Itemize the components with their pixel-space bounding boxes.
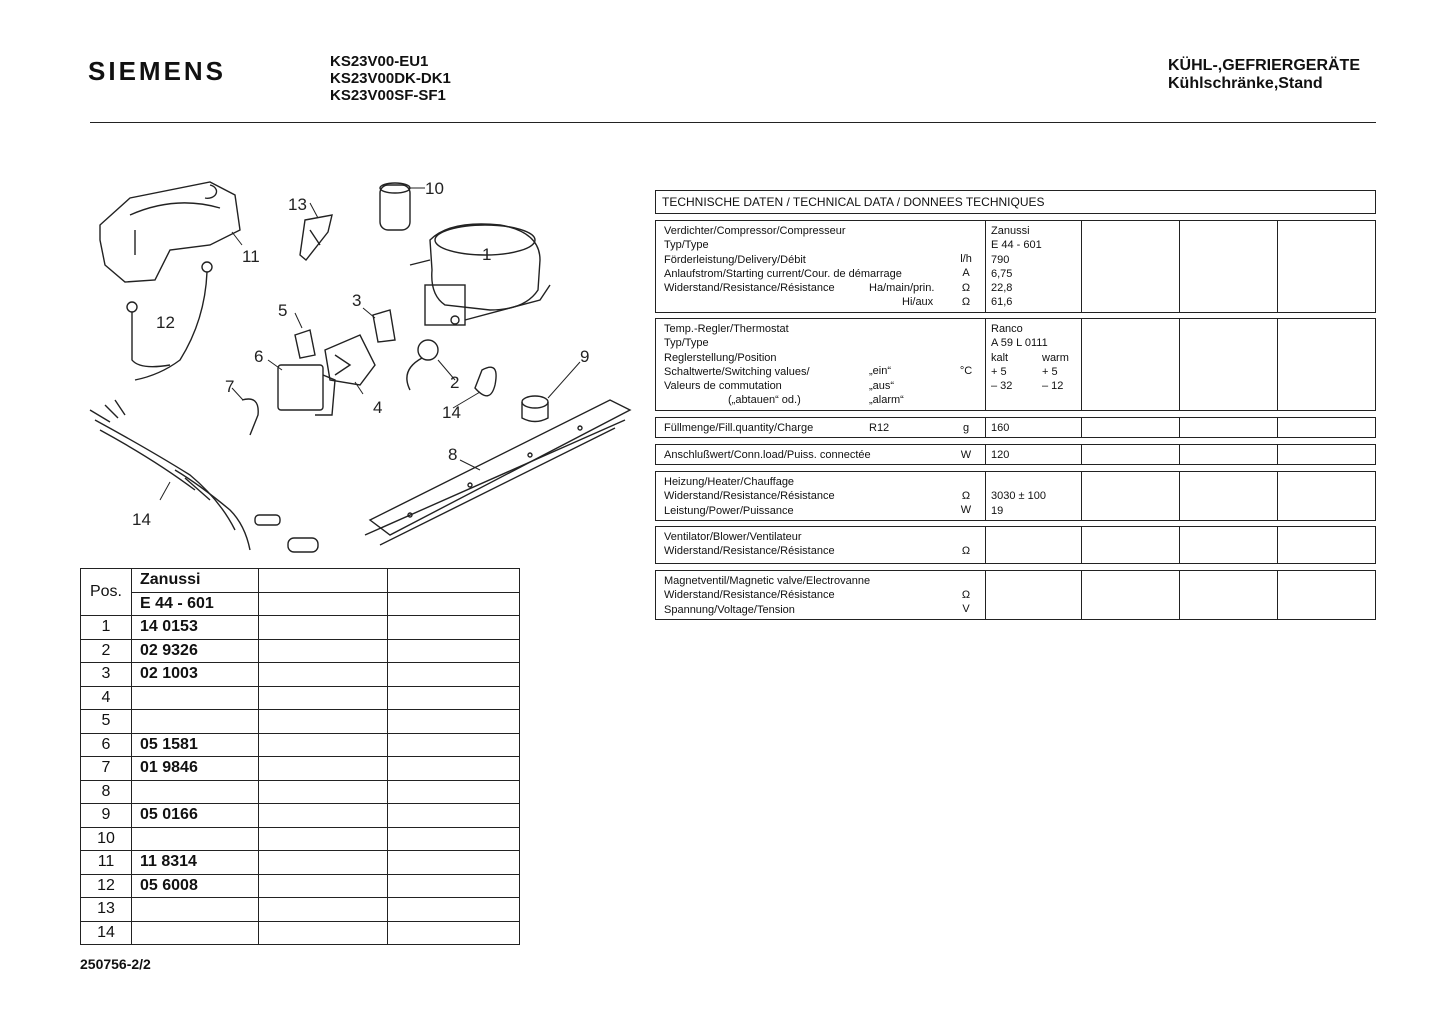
empty-cell (259, 686, 388, 710)
sub-label: „ein“ (869, 365, 892, 377)
parts-table (80, 568, 520, 945)
callout-14a: 14 (442, 403, 461, 422)
clip-drawing (300, 215, 332, 260)
callout-14b: 14 (132, 510, 151, 529)
table-row (81, 780, 520, 804)
table-row (81, 592, 520, 616)
part-number-cell: 01 9846 (132, 757, 259, 781)
label: Magnetventil/Magnetic valve/Electrovanne (664, 575, 871, 587)
empty-cell (388, 639, 520, 663)
part-number-cell: 05 6008 (132, 874, 259, 898)
label: Heizung/Heater/Chauffage (664, 476, 795, 488)
cable-clip-drawing (242, 399, 258, 435)
value: 19 (991, 504, 1004, 517)
label: Reglerstellung/Position (664, 351, 777, 364)
label: Anschlußwert/Conn.load/Puiss. connectée (664, 449, 871, 461)
unit: Ω (961, 589, 971, 601)
value: 22,8 (991, 282, 1013, 295)
part-number-cell (132, 921, 259, 945)
pos-cell: 12 (81, 874, 132, 898)
part-number-cell (132, 780, 259, 804)
brand-logo: SIEMENS (88, 56, 227, 86)
empty-cell (259, 874, 388, 898)
callout-11: 11 (242, 247, 260, 266)
value: E 44 - 601 (991, 239, 1042, 252)
part-number-cell (132, 827, 259, 851)
overload-drawing (278, 365, 335, 415)
pos-cell: 8 (81, 780, 132, 804)
empty-cell (259, 639, 388, 663)
table-row (81, 733, 520, 757)
table-row (81, 569, 520, 593)
pos-cell: 3 (81, 663, 132, 687)
sub-label: Ha/main/prin. (869, 282, 935, 294)
callout-9: 9 (580, 347, 590, 366)
empty-cell (259, 851, 388, 875)
label: Widerstand/Resistance/Résistance (664, 589, 835, 602)
label: Füllmenge/Fill.quantity/Charge (664, 422, 814, 434)
cable-harness-drawing (90, 400, 318, 552)
model-3: KS23V00SF-SF1 (330, 87, 446, 104)
empty-cell (388, 898, 520, 922)
table-row (81, 921, 520, 945)
conn-load-group (655, 444, 1376, 465)
sub-label: „aus“ (869, 380, 895, 392)
starter-drawing (325, 335, 375, 385)
pos-cell: 5 (81, 710, 132, 734)
callout-4: 4 (373, 398, 383, 417)
unit: Ω (961, 296, 971, 308)
empty-cell (388, 710, 520, 734)
model-2: KS23V00DK-DK1 (330, 70, 451, 87)
header-rule (90, 122, 1376, 123)
blower-group (655, 526, 1376, 564)
callout-8: 8 (448, 445, 458, 464)
model-1: KS23V00-EU1 (330, 53, 429, 70)
value: – 12 (1042, 380, 1064, 393)
zanussi-header: Zanussi (132, 569, 259, 593)
empty-cell (259, 710, 388, 734)
empty-cell (388, 686, 520, 710)
part-number-cell (132, 686, 259, 710)
table-row (81, 639, 520, 663)
label: Leistung/Power/Puissance (664, 504, 794, 517)
part-number-cell (132, 898, 259, 922)
label: Widerstand/Resistance/Résistance (664, 282, 835, 295)
table-row (81, 757, 520, 781)
pos-cell: 2 (81, 639, 132, 663)
empty-cell (388, 827, 520, 851)
unit: l/h (960, 253, 972, 265)
capacitor-drawing (380, 183, 410, 230)
callout-5: 5 (278, 301, 288, 320)
pos-cell: 6 (81, 733, 132, 757)
unit: V (962, 603, 970, 615)
value: Zanussi (991, 225, 1030, 237)
empty-cell (388, 851, 520, 875)
part-number-cell: 02 9326 (132, 639, 259, 663)
table-row (81, 827, 520, 851)
value: A 59 L 0111 (991, 337, 1048, 350)
table-row (81, 804, 520, 828)
category-heading (1168, 57, 1360, 93)
table-row (81, 898, 520, 922)
value: 120 (986, 445, 1082, 464)
part-number-cell: 05 0166 (132, 804, 259, 828)
unit: A (962, 267, 970, 279)
relay-drawing (373, 310, 395, 342)
label: Förderleistung/Delivery/Débit (664, 253, 806, 266)
unit: W (960, 504, 972, 516)
table-row (81, 663, 520, 687)
model-list (330, 53, 451, 104)
value: – 32 (991, 380, 1013, 393)
category-subtitle: Kühlschränke,Stand (1168, 75, 1323, 92)
pos-cell: 4 (81, 686, 132, 710)
unit: W (960, 449, 972, 461)
charge-group (655, 417, 1376, 438)
part-number-cell: 14 0153 (132, 616, 259, 640)
label: Valeurs de commutation (664, 380, 782, 393)
value: 61,6 (991, 296, 1013, 309)
value: 3030 ± 100 (991, 490, 1046, 503)
unit: °C (959, 365, 973, 377)
callout-6: 6 (254, 347, 264, 366)
table-row (81, 616, 520, 640)
value: 790 (991, 253, 1010, 266)
empty-cell (259, 827, 388, 851)
label: Widerstand/Resistance/Résistance (664, 545, 835, 558)
empty-cell (259, 757, 388, 781)
category-title: KÜHL-,GEFRIERGERÄTE (1168, 57, 1360, 74)
empty-cell (388, 804, 520, 828)
label: („abtauen“ od.) (728, 394, 801, 407)
compressor-group (655, 220, 1376, 313)
callout-1: 1 (482, 245, 492, 264)
part-number-cell: 02 1003 (132, 663, 259, 687)
empty-cell (388, 616, 520, 640)
empty-cell (259, 663, 388, 687)
pos-cell: 11 (81, 851, 132, 875)
pos-cell: 10 (81, 827, 132, 851)
empty-cell (388, 921, 520, 945)
pos-header: Pos. (81, 569, 132, 616)
unit: Ω (961, 545, 971, 557)
compressor-drawing (410, 224, 550, 325)
table-row (81, 874, 520, 898)
label: Ventilator/Blower/Ventilateur (664, 531, 802, 543)
callout-3: 3 (352, 291, 362, 310)
empty-cell (259, 780, 388, 804)
value: + 5 (991, 365, 1007, 378)
heater-group (655, 471, 1376, 521)
empty-cell (388, 780, 520, 804)
sub-label: R12 (869, 422, 890, 434)
value: warm (1042, 351, 1069, 364)
sub-label: „alarm“ (869, 394, 904, 406)
drip-tray-drawing (100, 182, 240, 282)
label: Spannung/Voltage/Tension (664, 603, 795, 616)
pos-cell: 1 (81, 616, 132, 640)
value: 6,75 (991, 267, 1013, 280)
empty-cell (259, 898, 388, 922)
pos-cell: 14 (81, 921, 132, 945)
value: + 5 (1042, 365, 1058, 378)
tech-data-title: TECHNISCHE DATEN / TECHNICAL DATA / DONNEES TECHNIQUES (655, 190, 1376, 214)
grommet-drawing (407, 340, 438, 390)
table-row (81, 710, 520, 734)
empty-cell (388, 757, 520, 781)
thermostat-group (655, 318, 1376, 411)
label: Widerstand/Resistance/Résistance (664, 490, 835, 503)
empty-cell (388, 874, 520, 898)
value: kalt (991, 351, 1009, 364)
label: Anlaufstrom/Starting current/Cour. de démarrage (664, 267, 902, 280)
empty-cell (259, 616, 388, 640)
insulation-drawing (475, 367, 496, 396)
callout-12: 12 (156, 313, 175, 332)
part-number-cell (132, 710, 259, 734)
pos-cell: 9 (81, 804, 132, 828)
label: Typ/Type (664, 337, 709, 350)
table-row (81, 851, 520, 875)
pos-cell: 7 (81, 757, 132, 781)
callout-10: 10 (425, 179, 444, 198)
bracket-drawing (295, 330, 315, 358)
unit: g (962, 422, 970, 434)
value: 160 (986, 418, 1082, 437)
valve-group (655, 570, 1376, 620)
label: Verdichter/Compressor/Compresseur (664, 225, 846, 237)
label: Schaltwerte/Switching values/ (664, 365, 810, 378)
callout-2: 2 (450, 373, 460, 392)
callout-13: 13 (288, 195, 307, 214)
part-rows (81, 616, 520, 945)
mounting-rail-drawing (365, 400, 630, 545)
table-row (81, 686, 520, 710)
empty-cell (259, 733, 388, 757)
label: Typ/Type (664, 239, 709, 252)
unit: Ω (961, 282, 971, 294)
empty-cell (259, 804, 388, 828)
unit: Ω (961, 490, 971, 502)
part-number-cell: 11 8314 (132, 851, 259, 875)
pos-cell: 13 (81, 898, 132, 922)
label: Temp.-Regler/Thermostat (664, 323, 789, 335)
empty-cell (388, 663, 520, 687)
document-number: 250756-2/2 (80, 956, 151, 972)
callout-7: 7 (225, 377, 235, 396)
empty-cell (388, 733, 520, 757)
rubber-foot-drawing (522, 396, 548, 422)
parts-diagram (70, 170, 640, 570)
empty-cell (259, 921, 388, 945)
sub-label: Hi/aux (902, 296, 934, 308)
leader-lines (160, 188, 580, 500)
compressor-type-header: E 44 - 601 (132, 592, 259, 616)
part-number-cell: 05 1581 (132, 733, 259, 757)
value: Ranco (991, 323, 1023, 335)
